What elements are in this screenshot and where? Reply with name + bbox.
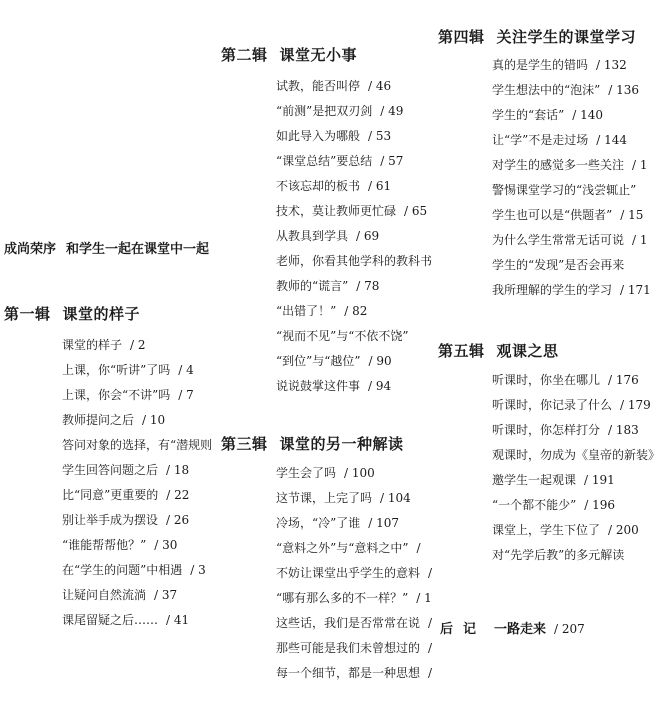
toc-entry-page: / 2: [130, 338, 146, 352]
toc-entry-page: /: [428, 566, 433, 580]
afterword-line[interactable]: [440, 618, 585, 637]
toc-entry-page: / 18: [166, 463, 190, 477]
part5-heading: [438, 340, 559, 361]
toc-entry-page: / 46: [368, 79, 392, 93]
toc-entry[interactable]: [276, 249, 432, 274]
toc-entry-title: 技术，莫让教师更忙碌: [276, 204, 397, 218]
toc-entry-page: / 191: [584, 473, 615, 487]
toc-entry[interactable]: [492, 443, 660, 468]
toc-entry[interactable]: [492, 78, 651, 103]
toc-entry-title: 不妨让课堂出乎学生的意料: [276, 566, 421, 580]
toc-entry[interactable]: [492, 493, 660, 518]
toc-entry[interactable]: [62, 433, 212, 458]
toc-entry-title: 警惕课堂学习的“浅尝辄止”: [492, 183, 637, 197]
toc-entry-page: / 53: [368, 129, 392, 143]
toc-entry[interactable]: [62, 508, 212, 533]
toc-entry-page: / 57: [380, 154, 404, 168]
toc-entry-page: /: [428, 641, 433, 655]
toc-entry-title: 对“先学后教”的多元解读: [492, 548, 625, 562]
part4-number: 第四辑: [438, 28, 485, 46]
toc-entry-page: / 90: [368, 354, 392, 368]
toc-entry-title: 从教具到学具: [276, 229, 349, 243]
toc-entry-title: 真的是学生的错吗: [492, 58, 589, 72]
toc-entry[interactable]: [276, 636, 432, 661]
toc-entry[interactable]: [276, 74, 432, 99]
toc-entry-page: / 107: [368, 516, 400, 530]
toc-entry-page: / 200: [608, 523, 639, 537]
toc-entry-page: / 7: [178, 388, 194, 402]
toc-entry-page: / 171: [620, 283, 651, 297]
toc-entry[interactable]: [492, 53, 651, 78]
toc-entry-title: 试教，能否叫停: [276, 79, 361, 93]
column-left: [0, 0, 219, 713]
toc-entry-title: 观课时，勿成为《皇帝的新装》: [492, 448, 660, 462]
toc-entry-title: 老师，你看其他学科的教科书: [276, 254, 433, 268]
toc-entry-title: 对学生的感觉多一些关注: [492, 158, 625, 172]
preface-label: 成尚荣序: [4, 242, 57, 257]
toc-entry[interactable]: [492, 203, 651, 228]
toc-entry-title: 答问对象的选择，有“潜规则: [62, 438, 213, 452]
toc-entry-page: / 140: [572, 108, 604, 122]
afterword-label: 后记: [440, 622, 487, 637]
toc-entry-title: “一个都不能少”: [492, 498, 577, 512]
toc-entry[interactable]: [62, 483, 212, 508]
toc-entry[interactable]: [276, 299, 432, 324]
part3-number: 第三辑: [221, 435, 268, 453]
afterword-page: / 207: [554, 622, 585, 636]
toc-entry-title: 不该忘却的板书: [276, 179, 361, 193]
part4-heading: [438, 26, 636, 47]
column-middle: [219, 0, 433, 713]
toc-entry[interactable]: [276, 511, 432, 536]
toc-entry[interactable]: [276, 349, 432, 374]
toc-entry[interactable]: [492, 418, 660, 443]
toc-entry[interactable]: [276, 486, 432, 511]
toc-entry-page: / 61: [368, 179, 392, 193]
toc-entry-title: 听课时，你坐在哪儿: [492, 373, 601, 387]
toc-entry-title: “意料之外”与“意料之中”: [276, 541, 409, 555]
toc-entry-page: /: [428, 666, 433, 680]
toc-entry[interactable]: [492, 128, 651, 153]
preface-title: 和学生一起在课堂中一起: [66, 242, 210, 257]
toc-entry-title: 学生的“套话”: [492, 108, 565, 122]
toc-entry-title: 让“学”不是走过场: [492, 133, 589, 147]
part5-title: 观课之思: [496, 342, 559, 360]
toc-entry-page: / 65: [404, 204, 428, 218]
toc-entry-title: 听课时，你记录了什么: [492, 398, 613, 412]
toc-entry[interactable]: [276, 461, 432, 486]
toc-entry[interactable]: [276, 611, 432, 636]
toc-entry[interactable]: [62, 583, 212, 608]
part5-list: [492, 368, 660, 568]
toc-entry-title: 邀学生一起观课: [492, 473, 577, 487]
toc-entry[interactable]: [276, 586, 432, 611]
toc-entry[interactable]: [276, 561, 432, 586]
toc-entry-page: / 104: [380, 491, 411, 505]
toc-entry[interactable]: [492, 393, 660, 418]
toc-entry-title: “前测”是把双刃剑: [276, 104, 373, 118]
toc-entry[interactable]: [276, 536, 432, 561]
toc-entry[interactable]: [492, 518, 660, 543]
toc-entry-title: 每一个细节，都是一种思想: [276, 666, 421, 680]
toc-entry-title: “出错了！”: [276, 304, 337, 318]
toc-entry-title: 课尾留疑之后……: [62, 613, 159, 627]
toc-entry-title: 我所理解的学生的学习: [492, 283, 613, 297]
toc-entry[interactable]: [62, 608, 212, 633]
toc-entry-title: “到位”与“越位”: [276, 354, 361, 368]
toc-entry[interactable]: [492, 178, 651, 203]
toc-entry-page: / 15: [620, 208, 644, 222]
toc-entry-title: 上课，你会“不讲”吗: [62, 388, 171, 402]
toc-entry-title: 别让举手成为摆设: [62, 513, 159, 527]
toc-entry-page: / 94: [368, 379, 392, 393]
toc-entry[interactable]: [62, 358, 212, 383]
toc-entry-page: / 49: [380, 104, 404, 118]
toc-entry[interactable]: [62, 533, 212, 558]
toc-entry[interactable]: [492, 278, 651, 303]
toc-entry-page: / 196: [584, 498, 616, 512]
toc-entry-page: / 10: [142, 413, 166, 427]
toc-entry-title: “哪有那么多的不一样？”: [276, 591, 409, 605]
toc-entry[interactable]: [492, 368, 660, 393]
toc-entry[interactable]: [276, 661, 432, 686]
toc-entry-title: 课堂的样子: [62, 338, 123, 352]
toc-entry-title: 教师提问之后: [62, 413, 135, 427]
toc-entry-title: 这些话，我们是否常常在说: [276, 616, 421, 630]
toc-entry-title: 这节课，上完了吗: [276, 491, 373, 505]
toc-entry-page: /: [428, 616, 433, 630]
toc-entry-title: “谁能帮帮他？”: [62, 538, 147, 552]
toc-entry[interactable]: [62, 458, 212, 483]
part1-title: 课堂的样子: [62, 305, 141, 323]
toc-entry-title: 在“学生的问题”中相遇: [62, 563, 183, 577]
toc-entry[interactable]: [62, 333, 212, 358]
toc-entry-title: 为什么学生常常无话可说: [492, 233, 625, 247]
part4-title: 关注学生的课堂学习: [496, 28, 637, 46]
toc-entry-page: / 41: [166, 613, 190, 627]
toc-entry-title: 学生的“发现”是否会再来: [492, 258, 625, 272]
toc-entry-page: / 4: [178, 363, 194, 377]
toc-entry[interactable]: [492, 153, 651, 178]
toc-entry[interactable]: [276, 124, 432, 149]
column-right: [433, 0, 660, 713]
toc-entry[interactable]: [276, 324, 432, 349]
toc-entry-title: 那些可能是我们未曾想过的: [276, 641, 421, 655]
toc-entry-page: / 37: [154, 588, 178, 602]
part2-heading: [221, 44, 357, 65]
toc-entry-title: 课堂上，学生下位了: [492, 523, 601, 537]
preface-line[interactable]: [4, 238, 209, 257]
toc-entry-page: / 1: [632, 158, 648, 172]
toc-entry-page: / 82: [344, 304, 368, 318]
toc-entry[interactable]: [492, 103, 651, 128]
toc-entry-page: / 1: [632, 233, 648, 247]
toc-entry-page: / 3: [190, 563, 206, 577]
afterword-title: 一路走来: [494, 622, 547, 637]
toc-entry-title: 比“同意”更重要的: [62, 488, 159, 502]
toc-entry[interactable]: [492, 468, 660, 493]
part3-list: [276, 461, 432, 686]
toc-entry[interactable]: [276, 149, 432, 174]
toc-entry-title: 如此导入为哪般: [276, 129, 361, 143]
part3-heading: [221, 433, 404, 454]
toc-entry-page: / 176: [608, 373, 639, 387]
toc-entry[interactable]: [492, 543, 660, 568]
toc-entry-page: / 69: [356, 229, 380, 243]
part1-number: 第一辑: [4, 305, 51, 323]
part1-heading: [4, 303, 140, 324]
part2-number: 第二辑: [221, 46, 268, 64]
toc-entry-page: / 22: [166, 488, 190, 502]
toc-entry-title: “视而不见”与“不依不饶”: [276, 329, 409, 343]
toc-entry-page: / 132: [596, 58, 627, 72]
toc-entry-title: 学生会了吗: [276, 466, 337, 480]
toc-entry-page: / 78: [356, 279, 380, 293]
toc-entry-title: 教师的“谎言”: [276, 279, 349, 293]
toc-entry-page: / 30: [154, 538, 178, 552]
toc-entry-page: / 136: [608, 83, 640, 97]
toc-entry[interactable]: [62, 558, 212, 583]
toc-entry-page: / 1: [416, 591, 432, 605]
toc-entry-title: 说说鼓掌这件事: [276, 379, 361, 393]
toc-entry[interactable]: [62, 408, 212, 433]
toc-entry[interactable]: [276, 99, 432, 124]
part2-list: [276, 74, 432, 399]
part5-number: 第五辑: [438, 342, 485, 360]
toc-entry[interactable]: [276, 274, 432, 299]
toc-entry-title: “课堂总结”要总结: [276, 154, 373, 168]
toc-entry[interactable]: [492, 228, 651, 253]
toc-entry[interactable]: [492, 253, 651, 278]
toc-entry[interactable]: [276, 174, 432, 199]
toc-entry-title: 冷场，“冷”了谁: [276, 516, 361, 530]
toc-entry-page: / 144: [596, 133, 628, 147]
part1-list: [62, 333, 212, 633]
toc-entry-page: /: [416, 541, 421, 555]
part2-title: 课堂无小事: [279, 46, 358, 64]
toc-entry-title: 上课，你“听讲”了吗: [62, 363, 171, 377]
toc-entry[interactable]: [276, 199, 432, 224]
toc-entry-title: 听课时，你怎样打分: [492, 423, 601, 437]
toc-entry[interactable]: [276, 224, 432, 249]
toc-entry[interactable]: [276, 374, 432, 399]
toc-entry-page: / 26: [166, 513, 190, 527]
toc-entry-title: 学生想法中的“泡沫”: [492, 83, 601, 97]
toc-entry-title: 学生回答问题之后: [62, 463, 159, 477]
toc-entry[interactable]: [62, 383, 212, 408]
toc-entry-title: 让疑问自然流淌: [62, 588, 147, 602]
toc-entry-title: 学生也可以是“供题者”: [492, 208, 613, 222]
toc-entry-page: / 179: [620, 398, 651, 412]
part4-list: [492, 53, 651, 303]
toc-entry-page: / 183: [608, 423, 639, 437]
toc-entry-page: / 100: [344, 466, 375, 480]
part3-title: 课堂的另一种解读: [279, 435, 404, 453]
